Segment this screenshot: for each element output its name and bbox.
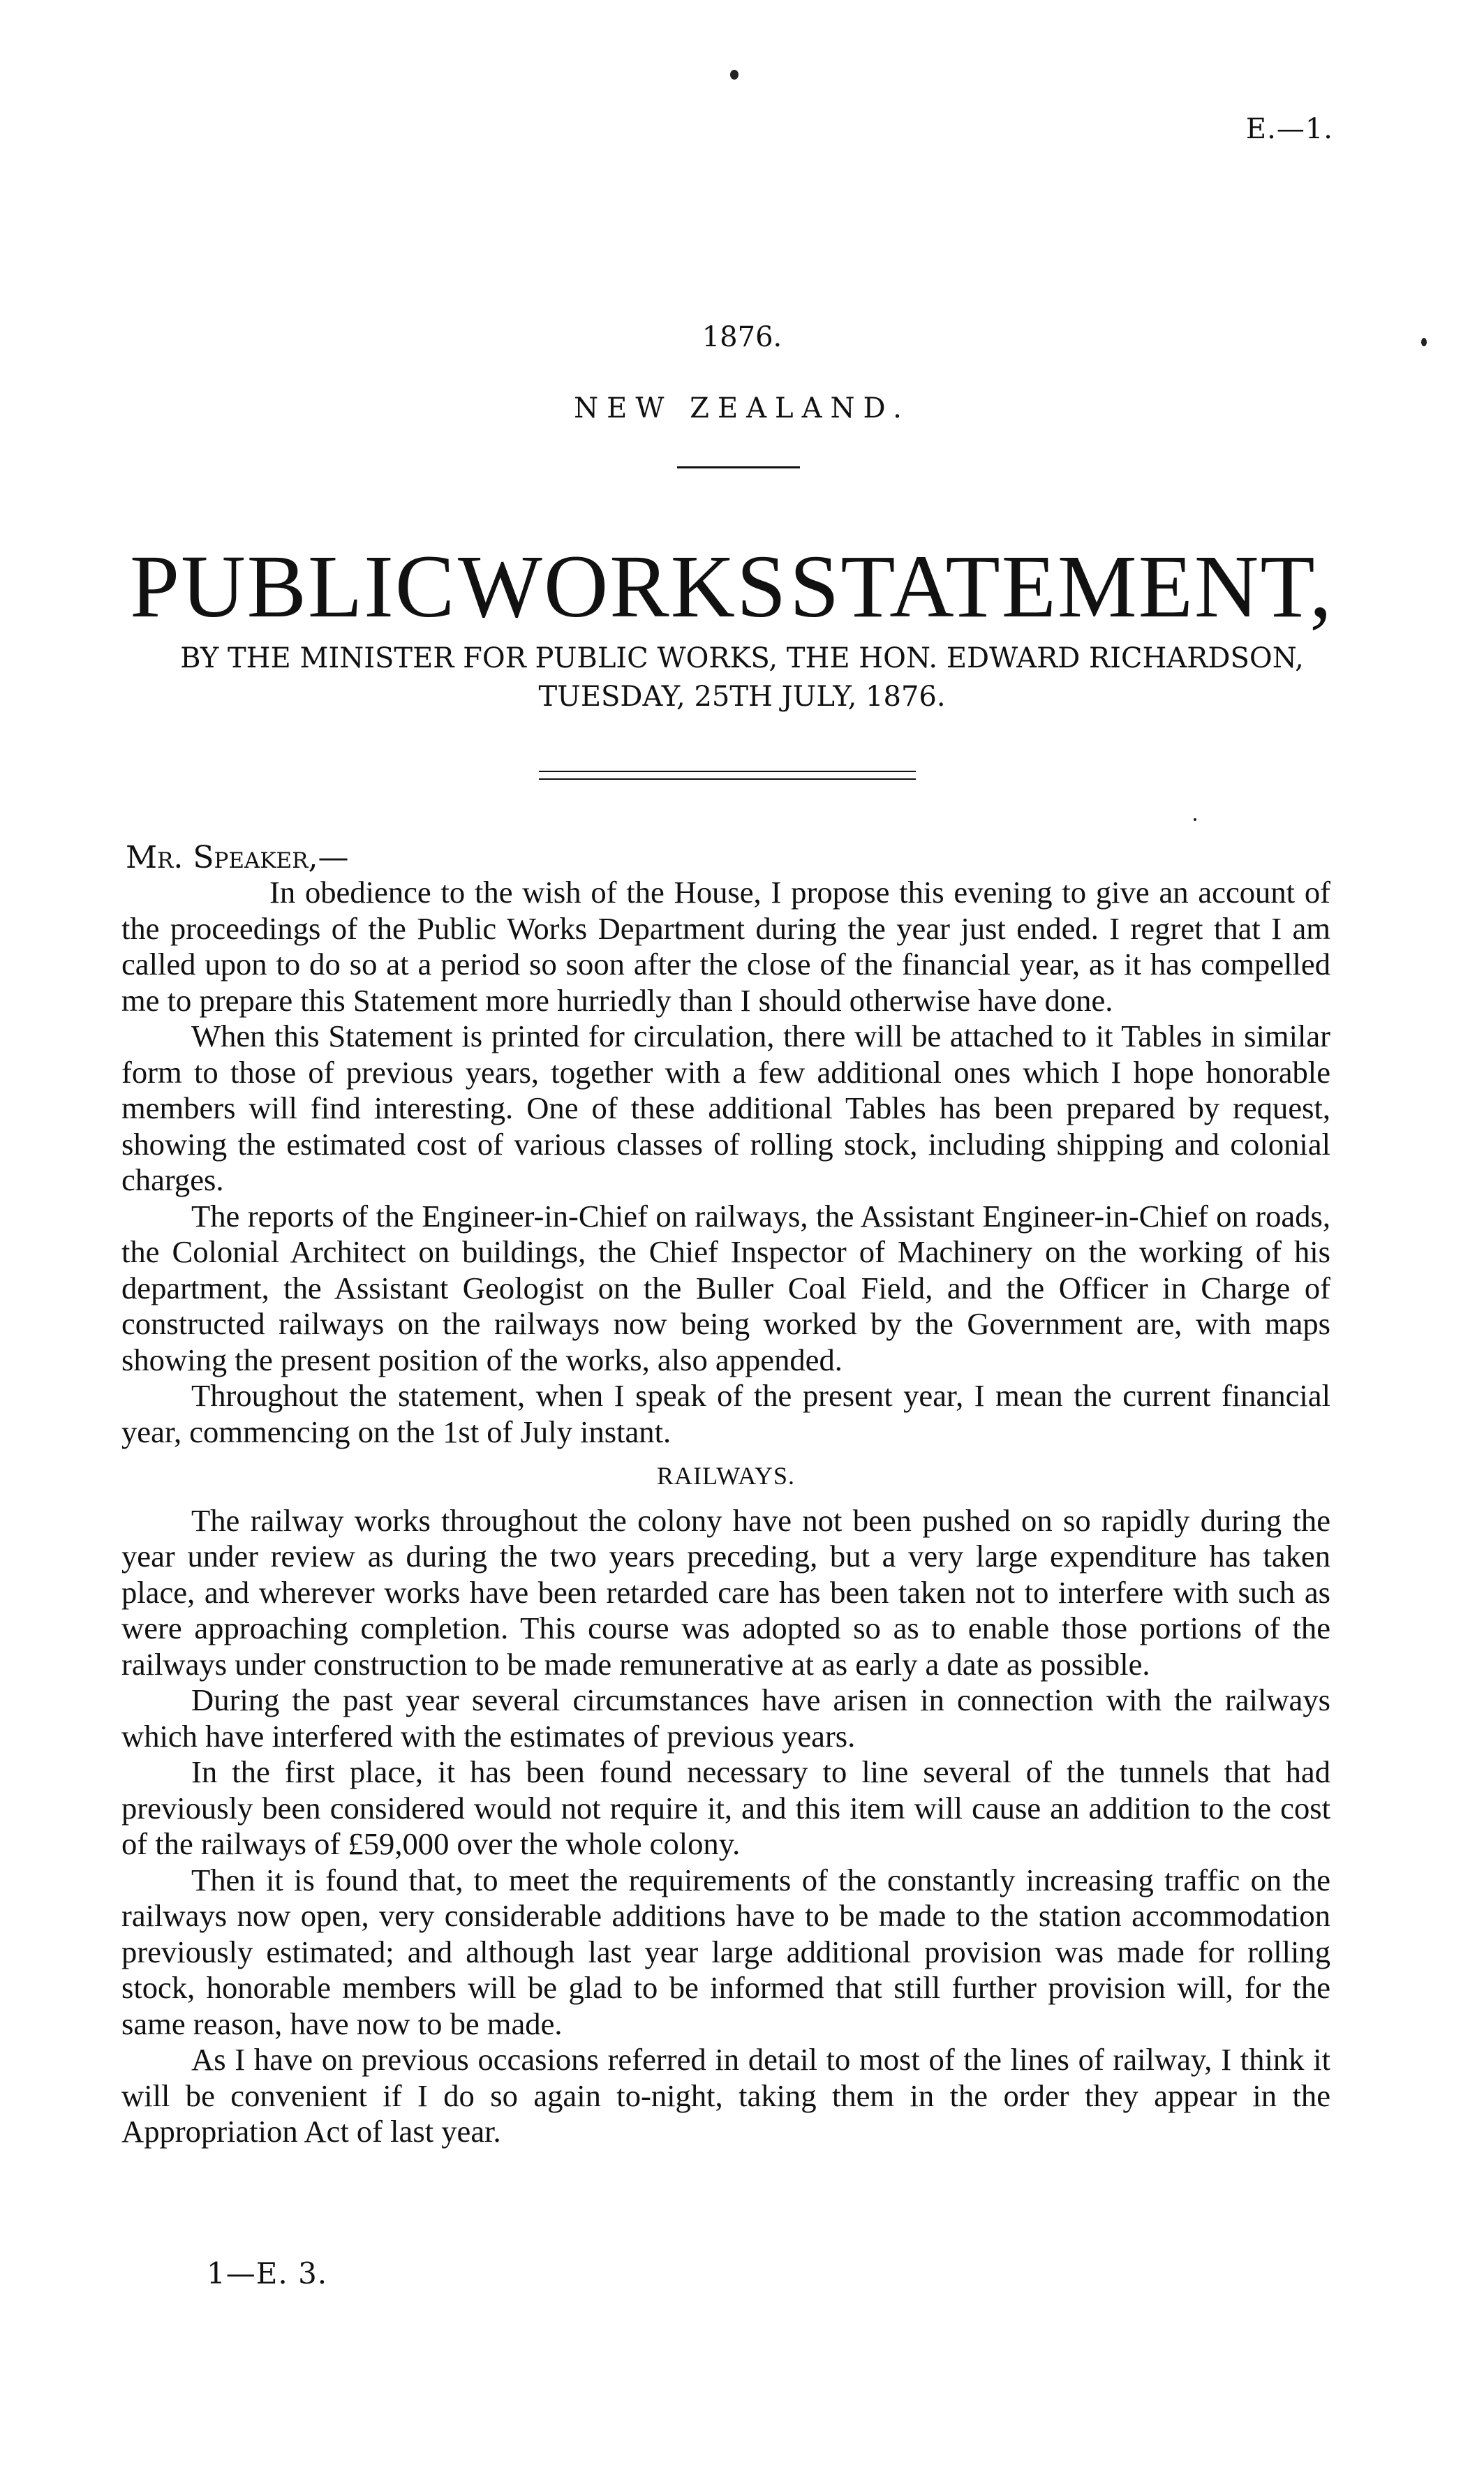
subtitle-line-2: TUESDAY, 25TH JULY, 1876. [538,681,946,713]
document-title [130,537,1333,636]
paragraph: In the first place, it has been found necessary to line several of the tunnels that had previously been considered would not require it, and this item will cause an addition to the cost of the railways of £59,000 over the whole colony. [121,1754,1330,1861]
paragraph: Throughout the statement, when I speak of the present year, I mean the current financial year, commencing on the 1st of July instant. [121,1378,1330,1449]
short-divider [677,466,800,468]
subtitle-line-1: BY THE MINISTER FOR PUBLIC WORKS, THE HON. EDWARD RICHARDSON, [180,642,1304,674]
ink-speck [730,70,739,80]
statement-body [121,875,1330,2150]
paragraph: When this Statement is printed for circulation, there will be attached to it Tables in similar form to those of previous years, together with a few additional ones which I hope honorable members will find interesting. One of these additional Tables has been prepared by request, showing the estimated cost of various classes of rolling stock, including shipping and colonial charges. [121,1019,1330,1197]
paragraph: The railway works throughout the colony have not been pushed on so rapidly during the year under review as during the two years preceding, but a very large expenditure has taken place, and wherever works have been retarded care has been taken not to interfere with such as were approaching completion. This course was adopted so as to enable those portions of the railways under construction to be made remunerative at as early a date as possible. [121,1502,1330,1682]
title-word-public: PUBLIC [130,537,457,636]
double-divider-bottom [539,778,916,780]
paragraph: As I have on previous occasions referred in detail to most of the lines of railway, I think it will be convenient if I do so again to-night, taking them in the order they appear in the Appropriation Act of last year. [121,2042,1330,2149]
ink-speck [1194,818,1196,821]
document-year: 1876. [702,321,782,353]
document-subtitle [0,639,1484,716]
page-reference: E.—1. [1245,113,1333,145]
title-word-statement: STATEMENT, [789,537,1333,636]
title-word-works: WORKS [458,537,788,636]
paragraph: The reports of the Engineer-in-Chief on railways, the Assistant Engineer-in-Chief on roads, the Colonial Architect on buildings, the Chief Inspector of Machinery on the working of his department, the Assistant Geologist on the Buller Coal Field, and the Officer in Charge of constructed railways on the railways now being worked by the Government are, with maps showing the present position of the works, also appended. [121,1198,1330,1377]
paragraph: In obedience to the wish of the House, I propose this evening to give an account of the proceedings of the Public Works Department during the year just ended. I regret that I am called upon to do so at a period so soon after the close of the financial year, as it has compelled me to prepare this Statement more hurriedly than I should otherwise have done. [121,875,1330,1018]
section-heading-railways: RAILWAYS. [656,1462,796,1490]
signature-reference: 1—E. 3. [207,2256,328,2290]
double-divider-top [539,771,916,772]
salutation: Mr. Speaker,— [126,840,349,875]
country-heading: NEW ZEALAND. [574,392,910,424]
paragraph: During the past year several circumstances have arisen in connection with the railways which have interfered with the estimates of previous years. [121,1682,1330,1754]
paragraph: Then it is found that, to meet the requirements of the constantly increasing traffic on the railways now open, very considerable additions have to be made to the station accommodation previously estimated; and although last year large additional provision was made for rolling stock, honorable members will be glad to be informed that still further provision will, for the same reason, have now to be made. [121,1862,1330,2041]
